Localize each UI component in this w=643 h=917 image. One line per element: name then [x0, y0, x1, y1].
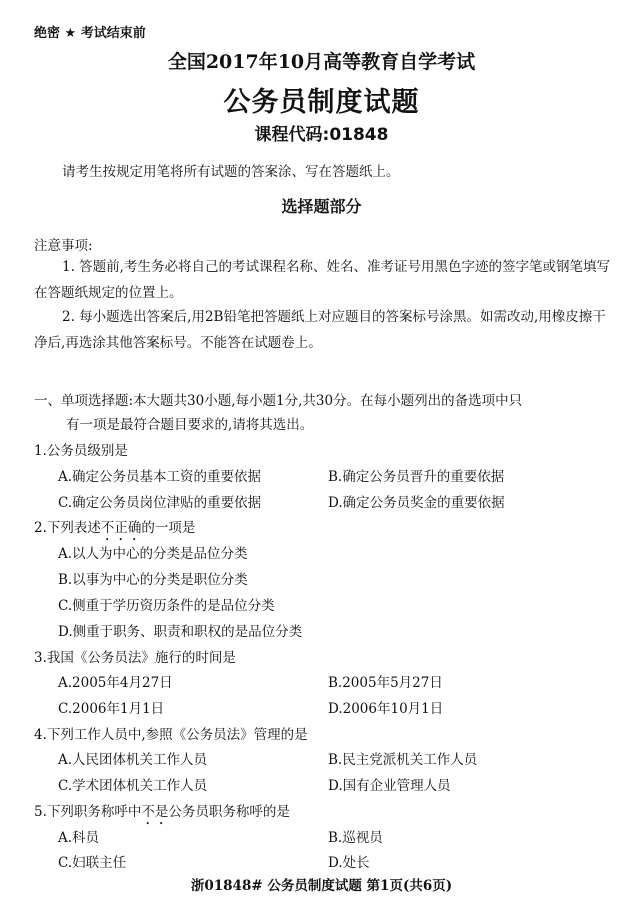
exam-name: 全国2017年10月高等教育自学考试 [167, 51, 476, 73]
question-stem-1: 1.公务员级别是 [34, 443, 128, 459]
q4-option-c: C.学术团体机关工作人员 [58, 778, 208, 794]
q3-option-a: A.2005年4月27日 [58, 675, 173, 691]
q2-option-b: B.以事为中心的分类是职位分类 [58, 572, 248, 588]
q4-option-b: B.民主党派机关工作人员 [328, 752, 478, 768]
instruction-text: 请考生按规定用笔将所有试题的答案涂、写在答题纸上。 [62, 164, 400, 180]
q2-option-c: C.侧重于学历资历条件的是品位分类 [58, 598, 275, 614]
q2-option-d: D.侧重于职务、职责和职权的是品位分类 [58, 624, 303, 640]
part-one-line-2: 有一项是最符合题目要求的,请将其选出。 [66, 417, 314, 433]
q5-option-b: B.巡视员 [328, 830, 383, 846]
course-code: 课程代码:01848 [254, 125, 389, 145]
q1-option-d: D.确定公务员奖金的重要依据 [328, 495, 505, 511]
q2-stem-post: 的一项是 [141, 520, 196, 536]
q2-option-a: A.以人为中心的分类是品位分类 [58, 546, 248, 562]
q5-stem-emphasis: 不是 [141, 804, 169, 820]
q5-stem-post: 公务员职务称呼的是 [168, 804, 290, 820]
q5-option-c: C.妇联主任 [58, 855, 127, 871]
question-stem-2 [34, 516, 195, 544]
note-item-2: 2. 每小题选出答案后,用2B铅笔把答题纸上对应题目的答案标号涂黑。如需改动,用橡皮擦干净后,再选涂其他答案标号。不能答在试题卷上。 [34, 309, 606, 351]
notes-title: 注意事项: [34, 238, 93, 254]
q5-stem-pre: 5.下列职务称呼中 [34, 804, 142, 820]
part-one-line-1: 一、单项选择题:本大题共30小题,每小题1分,共30分。在每小题列出的备选项中只 [34, 393, 523, 409]
q2-stem-emphasis: 不正确 [100, 520, 142, 536]
q3-option-d: D.2006年10月1日 [328, 701, 444, 717]
question-stem-3: 3.我国《公务员法》施行的时间是 [34, 650, 236, 666]
q5-option-a: A.科员 [58, 830, 100, 846]
question-stem-5 [34, 800, 290, 828]
note-item-1: 1. 答题前,考生务必将自己的考试课程名称、姓名、准考证号用黑色字迹的签字笔或钢笔填写在答题纸规定的位置上。 [34, 259, 610, 301]
section-title: 选择题部分 [281, 197, 362, 216]
q3-option-c: C.2006年1月1日 [58, 701, 165, 717]
q2-stem-pre: 2.下列表述 [34, 520, 101, 536]
q5-option-d: D.处长 [328, 855, 370, 871]
q4-option-d: D.国有企业管理人员 [328, 778, 451, 794]
q1-option-c: C.确定公务员岗位津贴的重要依据 [58, 495, 262, 511]
secret-mark: 绝密 ★ 考试结束前 [34, 26, 146, 41]
page-footer: 浙01848# 公务员制度试题 第1页(共6页) [190, 878, 453, 894]
q1-option-a: A.确定公务员基本工资的重要依据 [58, 469, 262, 485]
q4-option-a: A.人民团体机关工作人员 [58, 752, 208, 768]
q3-option-b: B.2005年5月27日 [328, 675, 443, 691]
q1-option-b: B.确定公务员晋升的重要依据 [328, 469, 505, 485]
question-stem-4: 4.下列工作人员中,参照《公务员法》管理的是 [34, 727, 308, 743]
part-one-heading [34, 389, 619, 437]
page-title: 公务员制度试题 [223, 87, 420, 118]
